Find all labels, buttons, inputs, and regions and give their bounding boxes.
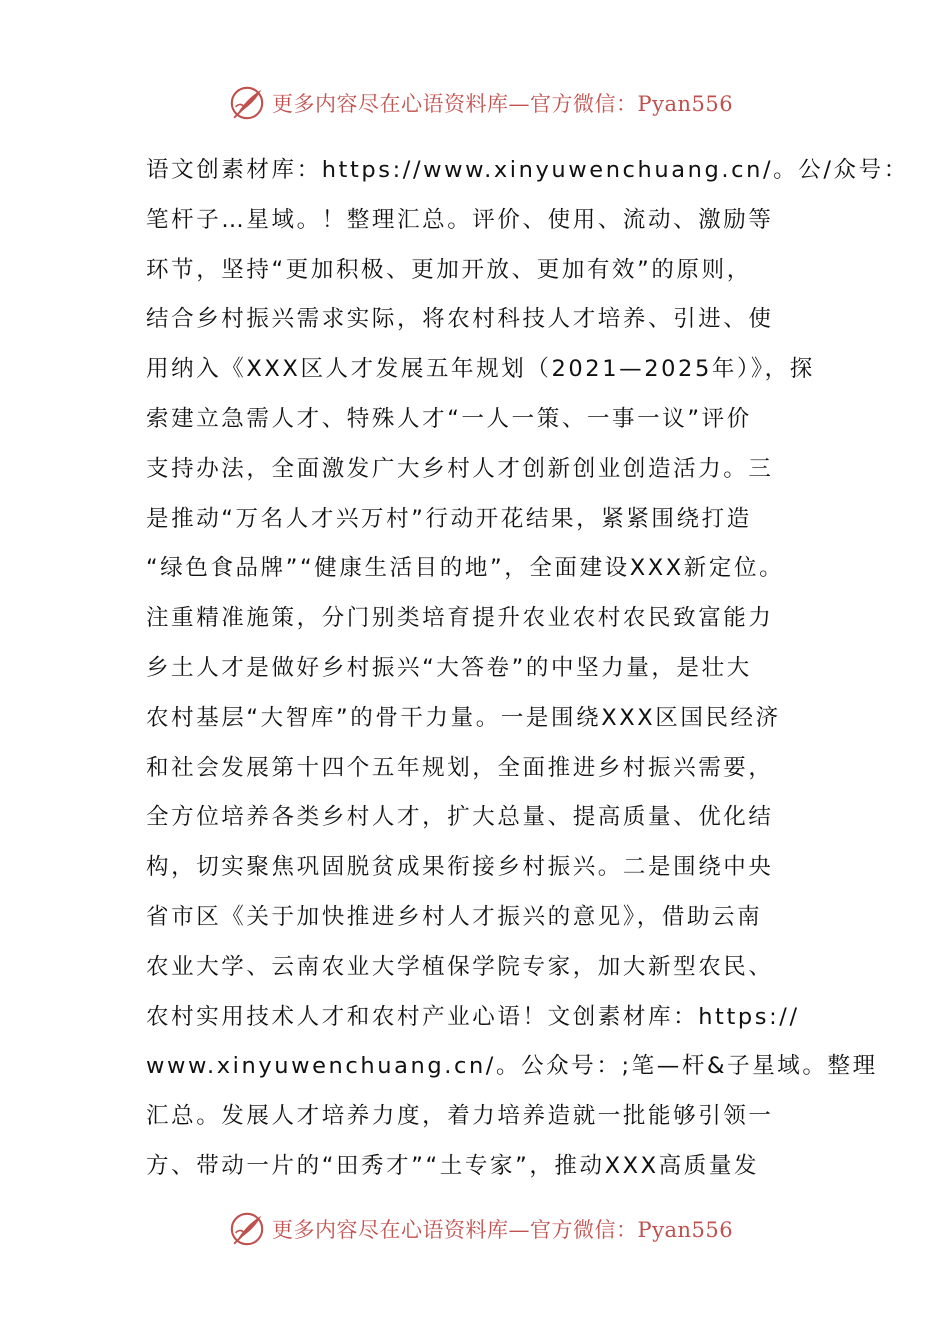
text-line: 用纳入《XXX区人才发展五年规划（2021—2025年）》，探	[146, 356, 815, 383]
text-line: 结合乡村振兴需求实际，将农村科技人才培养、引进、使	[146, 306, 774, 333]
text-line: 汇总。发展人才培养力度，着力培养造就一批能够引领一	[146, 1103, 774, 1130]
text-line: 省市区《关于加快推进乡村人才振兴的意见》，借助云南	[146, 903, 763, 930]
text-line: www.xinyuwenchuang.cn/。公众号：;笔—杆&子星域。整理	[146, 1053, 878, 1080]
text-line: 构，切实聚焦巩固脱贫成果衔接乡村振兴。二是围绕中央	[146, 854, 774, 881]
quill-pen-logo-icon	[228, 84, 266, 122]
text-line: 全方位培养各类乡村人才，扩大总量、提高质量、优化结	[146, 804, 774, 831]
text-line: 注重精准施策，分门别类培育提升农业农村农民致富能力	[146, 605, 774, 632]
footer-banner	[228, 1206, 748, 1252]
text-line: 农业大学、云南农业大学植保学院专家，加大新型农民、	[146, 953, 774, 980]
body-text	[146, 146, 909, 1192]
text-line: 乡土人才是做好乡村振兴“大答卷”的中坚力量，是壮大	[146, 654, 752, 681]
header-banner-text: 更多内容尽在心语资料库—官方微信：Pyan556	[272, 92, 734, 116]
text-line: 索建立急需人才、特殊人才“一人一策、一事一议”评价	[146, 405, 752, 432]
text-line: “绿色食品牌”“健康生活目的地”，全面建设XXX新定位。	[146, 555, 785, 582]
text-line: 语文创素材库：https://www.xinyuwenchuang.cn/。公/众号：	[146, 157, 909, 183]
text-line: 方、带动一片的“田秀才”“土专家”，推动XXX高质量发	[146, 1152, 760, 1179]
quill-pen-logo-icon	[228, 1210, 266, 1248]
footer-banner-text: 更多内容尽在心语资料库—官方微信：Pyan556	[272, 1218, 734, 1242]
text-line: 环节，坚持“更加积极、更加开放、更加有效”的原则，	[146, 256, 752, 283]
text-line: 支持办法，全面激发广大乡村人才创新创业创造活力。三	[146, 455, 774, 482]
header-banner	[228, 80, 748, 126]
text-line: 和社会发展第十四个五年规划，全面推进乡村振兴需要，	[146, 754, 774, 781]
text-line: 是推动“万名人才兴万村”行动开花结果，紧紧围绕打造	[146, 505, 752, 532]
text-line: 笔杆子…星域。！整理汇总。评价、使用、流动、激励等	[146, 206, 774, 233]
text-line: 农村基层“大智库”的骨干力量。一是围绕XXX区国民经济	[146, 704, 781, 731]
text-line: 农村实用技术人才和农村产业心语！文创素材库：https://	[146, 1003, 800, 1030]
